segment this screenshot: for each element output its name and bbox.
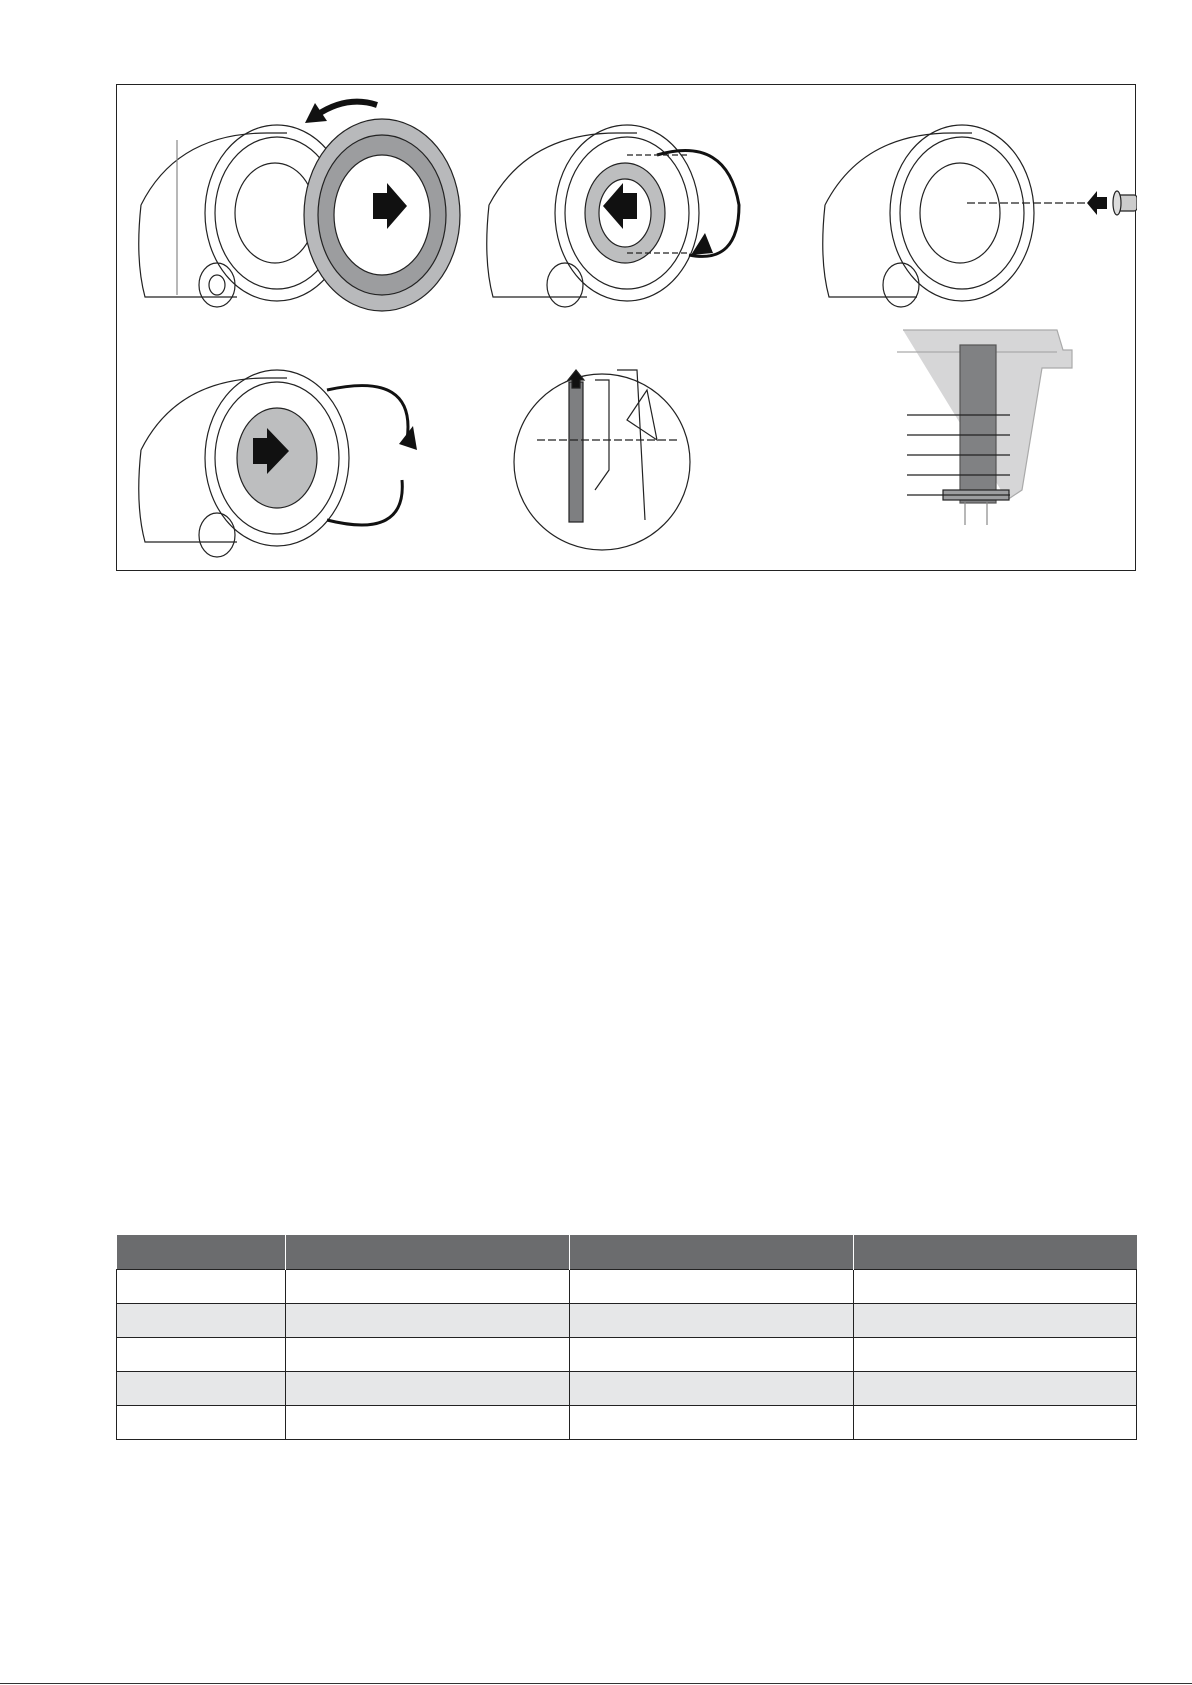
table-cell [117, 1338, 286, 1372]
table-header-cell [286, 1235, 570, 1270]
table-header-cell [117, 1235, 286, 1270]
table-cell [117, 1372, 286, 1406]
panel-step-1 [139, 102, 460, 311]
table-row [117, 1304, 1137, 1338]
panel-step-5 [514, 370, 690, 550]
table-cell [286, 1270, 570, 1304]
panel-step-2 [487, 125, 739, 307]
panel-step-6 [897, 330, 1072, 525]
table-row [117, 1338, 1137, 1372]
table-cell [117, 1270, 286, 1304]
table-cell [286, 1406, 570, 1440]
table-header-cell [570, 1235, 854, 1270]
panel-step-4 [139, 370, 417, 557]
table-cell [117, 1304, 286, 1338]
table-header-row [117, 1235, 1137, 1270]
table-row [117, 1372, 1137, 1406]
table-cell [286, 1338, 570, 1372]
table-header-cell [854, 1235, 1137, 1270]
table-row [117, 1406, 1137, 1440]
table-cell [854, 1338, 1137, 1372]
table-cell [117, 1406, 286, 1440]
table-cell [854, 1304, 1137, 1338]
table-cell [854, 1372, 1137, 1406]
table-cell [570, 1338, 854, 1372]
assembly-figure [116, 84, 1136, 571]
assembly-illustration [117, 85, 1137, 572]
table-cell [570, 1304, 854, 1338]
panel-step-3 [823, 125, 1137, 307]
table-cell [570, 1372, 854, 1406]
table-cell [570, 1406, 854, 1440]
table-cell [854, 1270, 1137, 1304]
table-cell [286, 1372, 570, 1406]
table-cell [854, 1406, 1137, 1440]
spec-table [116, 1235, 1137, 1440]
page-bottom-rule [0, 1683, 1192, 1684]
table-cell [286, 1304, 570, 1338]
table-cell [570, 1270, 854, 1304]
table-row [117, 1270, 1137, 1304]
